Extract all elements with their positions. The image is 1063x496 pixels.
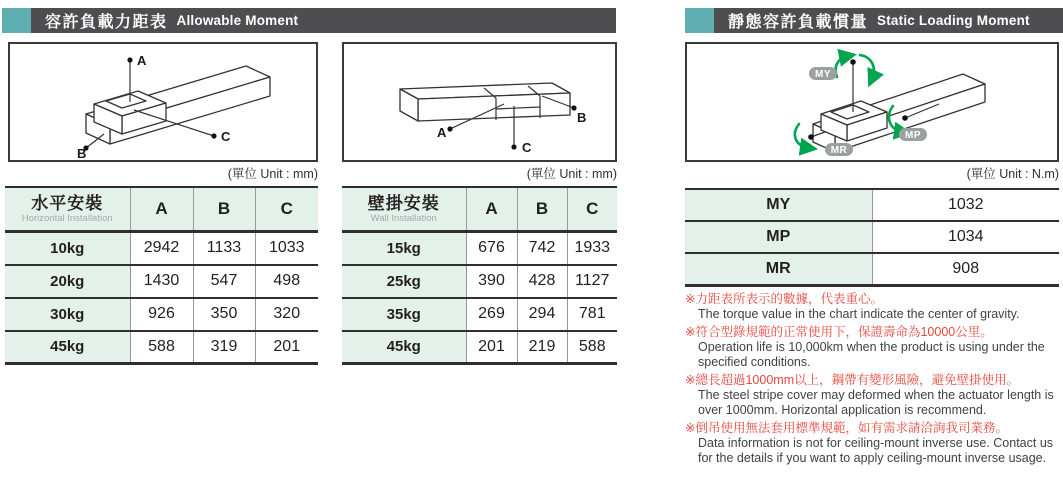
table-row <box>5 331 318 364</box>
cell-b: 219 <box>517 331 567 364</box>
wall-table <box>342 186 617 365</box>
moment-diagram-svg <box>687 44 1057 160</box>
horizontal-table <box>5 186 318 365</box>
col-header-c: C <box>567 187 617 232</box>
moment-label-mp: MP <box>685 221 872 253</box>
table-row <box>342 331 617 364</box>
header-bar <box>31 8 616 33</box>
table-row <box>685 253 1059 286</box>
cell-a: 2942 <box>130 232 193 265</box>
note-item <box>685 420 1063 466</box>
point-c-label: C <box>221 129 231 144</box>
note-item <box>685 372 1063 418</box>
cell-a: 1430 <box>130 265 193 298</box>
header-title-en: Allowable Moment <box>176 13 299 28</box>
horizontal-unit-caption: (單位 Unit : mm) <box>227 167 318 181</box>
table-row <box>342 265 617 298</box>
static-loading-diagram <box>685 42 1059 162</box>
wall-diagram-svg <box>344 44 615 160</box>
row-label: 10kg <box>5 232 130 265</box>
cell-b: 350 <box>193 298 255 331</box>
col-header-a: A <box>466 187 517 232</box>
cell-c: 201 <box>255 331 318 364</box>
table-row <box>685 221 1059 253</box>
wall-table-header-row <box>342 187 617 232</box>
row-label: 25kg <box>342 265 466 298</box>
row-label: 45kg <box>342 331 466 364</box>
row-label: 20kg <box>5 265 130 298</box>
moment-table <box>685 188 1059 287</box>
horizontal-table-header-row <box>5 187 318 232</box>
moment-unit-caption: (單位 Unit : N.m) <box>966 167 1059 181</box>
note-zh: ※力距表所表示的數據，代表重心。 <box>685 292 883 306</box>
header-accent-square <box>685 8 714 33</box>
wall-unit-caption: (單位 Unit : mm) <box>526 167 617 181</box>
moment-value-mr: 908 <box>872 253 1059 286</box>
cell-a: 588 <box>130 331 193 364</box>
note-en: Data information is not for ceiling-mount inverse use. Contact us for the details if you want to apply ceiling-mount inverse usage. <box>698 436 1054 465</box>
note-en: The torque value in the chart indicate the center of gravity. <box>698 307 1020 321</box>
row-label: 30kg <box>5 298 130 331</box>
col-header-b: B <box>193 187 255 232</box>
note-en: The steel stripe cover may deformed when the actuator length is over 1000mm. Horizontal application is recommend. <box>698 388 1054 417</box>
cell-b: 547 <box>193 265 255 298</box>
table-row <box>5 265 318 298</box>
cell-c: 781 <box>567 298 617 331</box>
wall-table-title <box>342 187 466 232</box>
cell-b: 428 <box>517 265 567 298</box>
table-row <box>685 189 1059 221</box>
note-item <box>685 291 1063 322</box>
cell-a: 269 <box>466 298 517 331</box>
cell-c: 1127 <box>567 265 617 298</box>
moment-value-my: 1032 <box>872 189 1059 221</box>
row-label: 15kg <box>342 232 466 265</box>
row-label: 35kg <box>342 298 466 331</box>
moment-label-my: MY <box>685 189 872 221</box>
horizontal-table-title <box>5 187 130 232</box>
table-row <box>5 232 318 265</box>
note-en: Operation life is 10,000km when the product is using under the specified conditions. <box>698 340 1045 369</box>
wall-installation-diagram <box>342 42 617 162</box>
horizontal-installation-diagram <box>8 42 318 162</box>
cell-c: 320 <box>255 298 318 331</box>
moment-label-mr: MR <box>685 253 872 286</box>
mr-badge-label: MR <box>830 145 848 156</box>
point-a-label: A <box>137 53 147 68</box>
note-zh: ※符合型錄規範的正常使用下，保證壽命為10000公里。 <box>685 325 993 339</box>
table-row <box>5 298 318 331</box>
header-title-zh: 容許負載力距表 <box>45 14 168 31</box>
note-zh: ※倒吊使用無法套用標準規範，如有需求請洽詢我司業務。 <box>685 421 1008 435</box>
header-title-en: Static Loading Moment <box>877 13 1030 28</box>
note-item <box>685 324 1063 370</box>
point-b-label: B <box>77 146 87 160</box>
point-b-label: B <box>577 110 587 125</box>
moment-value-mp: 1034 <box>872 221 1059 253</box>
cell-c: 1933 <box>567 232 617 265</box>
my-badge-label: MY <box>815 69 831 80</box>
header-bar <box>714 8 1063 33</box>
wall-title-zh: 壁掛安裝 <box>367 193 440 213</box>
cell-c: 498 <box>255 265 318 298</box>
point-c-label: C <box>522 140 532 155</box>
col-header-b: B <box>517 187 567 232</box>
static-loading-header <box>685 8 1063 33</box>
cell-a: 926 <box>130 298 193 331</box>
notes-list <box>685 291 1063 468</box>
point-a-label: A <box>437 125 447 140</box>
header-accent-square <box>2 8 31 33</box>
cell-a: 201 <box>466 331 517 364</box>
table-row <box>342 232 617 265</box>
allowable-moment-header <box>2 8 616 33</box>
wall-title-en: Wall Installation <box>370 213 437 225</box>
cell-b: 742 <box>517 232 567 265</box>
horizontal-title-en: Horizontal Installation <box>21 213 113 225</box>
cell-b: 319 <box>193 331 255 364</box>
table-row <box>342 298 617 331</box>
col-header-c: C <box>255 187 318 232</box>
note-zh: ※總長超過1000mm以上，鋼帶有變形風險，避免壁掛使用。 <box>685 373 1020 387</box>
header-title-zh: 靜態容許負載慣量 <box>728 14 869 31</box>
cell-a: 676 <box>466 232 517 265</box>
col-header-a: A <box>130 187 193 232</box>
cell-c: 588 <box>567 331 617 364</box>
horizontal-diagram-svg <box>10 44 316 160</box>
cell-a: 390 <box>466 265 517 298</box>
cell-c: 1033 <box>255 232 318 265</box>
mp-badge-label: MP <box>905 130 921 141</box>
row-label: 45kg <box>5 331 130 364</box>
horizontal-title-zh: 水平安裝 <box>31 193 104 213</box>
cell-b: 294 <box>517 298 567 331</box>
cell-b: 1133 <box>193 232 255 265</box>
